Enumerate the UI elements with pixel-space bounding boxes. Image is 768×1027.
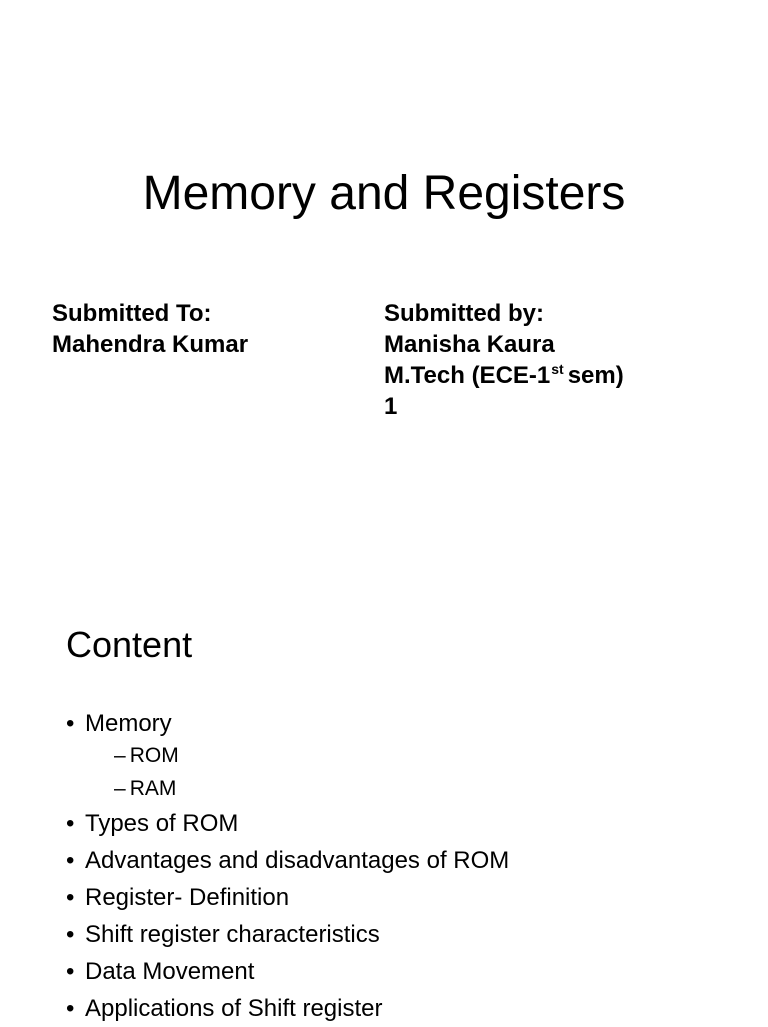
submitted-to-block [52,298,248,360]
bullet-icon: • [66,884,75,911]
submitted-by-block [384,298,624,422]
list-item-label: Shift register characteristics [85,921,380,948]
student-name: Manisha Kaura [384,331,555,358]
content-list [66,705,509,1027]
course-suffix: sem) [567,362,624,389]
list-item [66,842,509,879]
list-item [66,879,509,916]
content-slide [0,576,768,1024]
submitted-to-label: Submitted To: [52,300,212,327]
slide-title: Memory and Registers [142,167,626,220]
sub-list-item-label: ROM [129,744,179,767]
sub-list-item-label: RAM [129,777,177,800]
bullet-icon: • [66,810,75,837]
list-item-label: Types of ROM [85,810,239,837]
list-item-label: Register- Definition [85,884,290,911]
list-item-label: Memory [85,710,172,737]
list-item [66,805,509,842]
supervisor-name: Mahendra Kumar [52,331,249,358]
submitted-by-label: Submitted by: [384,300,544,327]
course-superscript: st [551,361,564,377]
sub-list-item [85,772,509,805]
bullet-icon: • [66,710,75,737]
bullet-icon: • [66,995,75,1022]
sub-list-item [85,739,509,772]
list-item-label: Data Movement [85,958,255,985]
course-prefix: M.Tech (ECE-1 [384,362,551,389]
sub-list [85,739,509,805]
list-item-label: Advantages and disadvantages of ROM [85,847,510,874]
list-item [66,990,509,1027]
list-item-label: Applications of Shift register [85,995,383,1022]
content-heading: Content [66,624,193,665]
list-item [66,705,509,805]
list-item [66,953,509,990]
roll-number: 1 [384,393,398,420]
course-line [384,360,624,391]
bullet-icon: • [66,847,75,874]
list-item [66,916,509,953]
bullet-icon: • [66,958,75,985]
dash-icon: – [114,777,126,800]
dash-icon: – [114,744,126,767]
bullet-icon: • [66,921,75,948]
